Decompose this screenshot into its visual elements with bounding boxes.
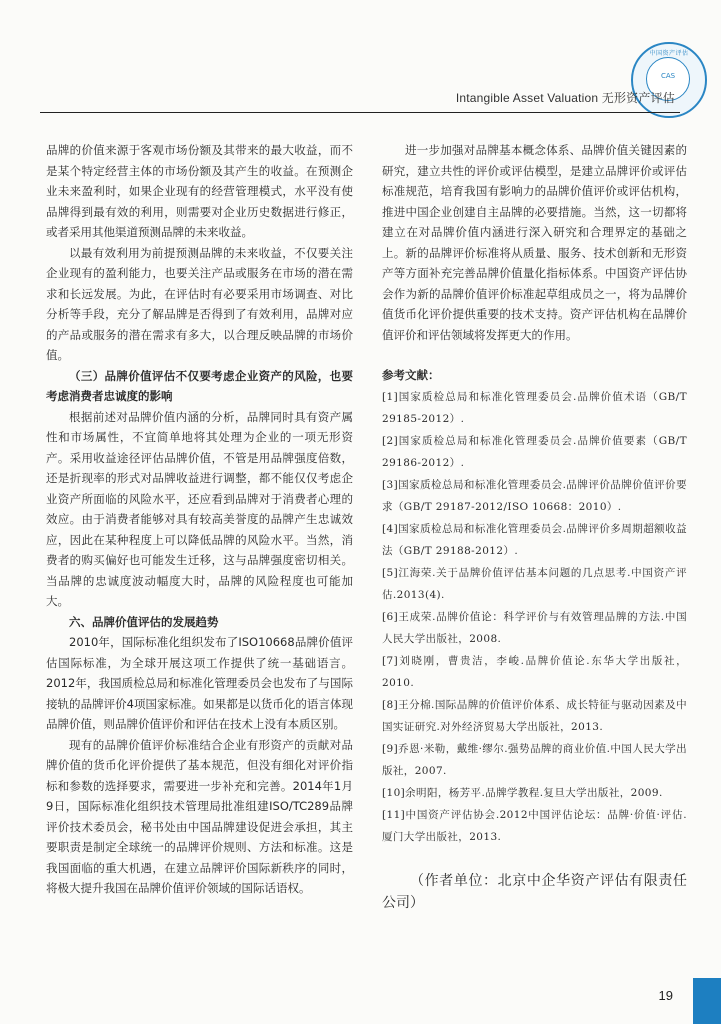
paragraph: 2010年，国际标准化组织发布了ISO10668品牌价值评估国际标准，为全球开展这项工作提供了统一基础语言。2012年，我国质检总局和标准化管理委员会也发布了与国际接轨的品牌评价4项国家标准。如果都是以货币化的语言体现品牌价值，则品牌价值评价和评估在技术上没有本质区别。 xyxy=(46,635,353,731)
subheading: （三）品牌价值评估不仅要考虑企业资产的风险，也要考虑消费者忠诚度的影响 xyxy=(46,368,353,403)
author-affiliation: （作者单位：北京中企华资产评估有限责任公司） xyxy=(382,872,687,911)
paragraph: 现有的品牌价值评价标准结合企业有形资产的贡献对品牌价值的货币化评价提供了基本规范，但没有细化对评价指标和参数的选择要求，需要进一步补充和完善。2014年1月9日，国际标准化组织技术管理局批准组建ISO/TC289品牌评价技术委员会，秘书处由中国品牌建设促进会承担，其主要职责是制定全球统一的品牌评价规则、方法和标准。这是我国面临的重大机遇，在建立品牌评价国际新秩序的同时，将极大提升我国在品牌价值评价领域的国际话语权。 xyxy=(46,737,353,895)
reference-item: [4]国家质检总局和标准化管理委员会.品牌评价多周期超额收益法（GB/T 29188-2012）. xyxy=(382,522,687,557)
header-rule xyxy=(40,112,680,113)
reference-item: [9]乔恩·米勒，戴维·缪尔.强势品牌的商业价值.中国人民大学出版社，2007. xyxy=(382,742,687,777)
paragraph: 品牌的价值来源于客观市场份额及其带来的最大收益，而不是某个特定经营主体的市场份额及其产生的收益。在预测企业未来盈利时，如果企业现有的经营管理模式，水平没有使品牌得到最有效的利用，则需要对企业历史数据进行修正，或者采用其他渠道预测品牌的未来收益。 xyxy=(46,143,353,239)
left-column xyxy=(46,140,353,899)
reference-item: [3]国家质检总局和标准化管理委员会.品牌评价品牌价值评价要求（GB/T 29187-2012/ISO 10668：2010）. xyxy=(382,478,687,513)
paragraph: 进一步加强对品牌基本概念体系、品牌价值关键因素的研究，建立共性的评价或评估模型，是建立品牌评价或评估标准规范，培育我国有影响力的品牌价值评价或评估机构，推进中国企业创建自主品牌的必要措施。当然，这一切都将建立在对品牌价值内涵进行深入研究和合理界定的基础之上。新的品牌评价标准将从质量、服务、技术创新和无形资产等方面补充完善品牌价值量化指标体系。中国资产评估协会作为新的品牌价值评价标准起草组成员之一，将为品牌价值货币化评价提供重要的技术支持。资产评估机构在品牌价值评价和评估领域将发挥更大的作用。 xyxy=(382,143,687,342)
reference-item: [7]刘晓刚，曹贵洁，李峻.品牌价值论.东华大学出版社，2010. xyxy=(382,654,687,689)
reference-item: [11]中国资产评估协会.2012中国评估论坛：品牌·价值·评估.厦门大学出版社，2013. xyxy=(382,808,687,843)
reference-item: [6]王成荣.品牌价值论：科学评价与有效管理品牌的方法.中国人民大学出版社，2008. xyxy=(382,610,687,645)
reference-item: [2]国家质检总局和标准化管理委员会.品牌价值要素（GB/T 29186-2012）. xyxy=(382,434,687,469)
paragraph: 以最有效利用为前提预测品牌的未来收益，不仅要关注企业现有的盈利能力，也要关注产品或服务在市场的潜在需求和长远发展。为此，在评估时有必要采用市场调查、对比分析等手段，充分了解品牌是否得到了有效利用，品牌对应的产品或服务的潜在需求有多大，以合理反映品牌的市场价值。 xyxy=(46,245,353,362)
right-column xyxy=(382,140,687,914)
reference-item: [1]国家质检总局和标准化管理委员会.品牌价值术语（GB/T 29185-2012）. xyxy=(382,390,687,425)
logo-ring-text: 中国资产评估 xyxy=(649,50,689,57)
page-number: 19 xyxy=(658,988,673,1003)
page-edge-bar xyxy=(693,978,721,1024)
logo-inner-text: CAS xyxy=(660,72,676,80)
logo xyxy=(631,42,707,118)
references-title: 参考文献： xyxy=(382,368,440,382)
running-head: Intangible Asset Valuation 无形资产评估 xyxy=(455,91,675,105)
section-heading: 六、品牌价值评估的发展趋势 xyxy=(69,614,219,629)
reference-item: [5]江海荣.关于品牌价值评估基本问题的几点思考.中国资产评估.2013(4). xyxy=(382,566,687,601)
reference-item: [8]王分棉.国际品牌的价值评价体系、成长特征与驱动因素及中国实证研究.对外经济贸易大学出版社，2013. xyxy=(382,698,687,733)
paragraph: 根据前述对品牌价值内涵的分析，品牌同时具有资产属性和市场属性，不宜简单地将其处理为企业的一项无形资产。采用收益途径评估品牌价值，不管是用品牌强度倍数，还是折现率的形式对品牌收益进行调整，都不能仅仅考虑企业资产所面临的风险水平，还应看到品牌对于消费者心理的效应。由于消费者能够对具有较高美誉度的品牌产生忠诚效应，因此在某种程度上可以降低品牌的风险水平。当然，消费者的购买偏好也可能发生迁移，这与品牌强度密切相关。当品牌的忠诚度波动幅度大时，品牌的风险程度也可能加大。 xyxy=(46,409,353,608)
reference-item: [10]余明阳，杨芳平.品牌学教程.复旦大学出版社，2009. xyxy=(382,786,663,799)
